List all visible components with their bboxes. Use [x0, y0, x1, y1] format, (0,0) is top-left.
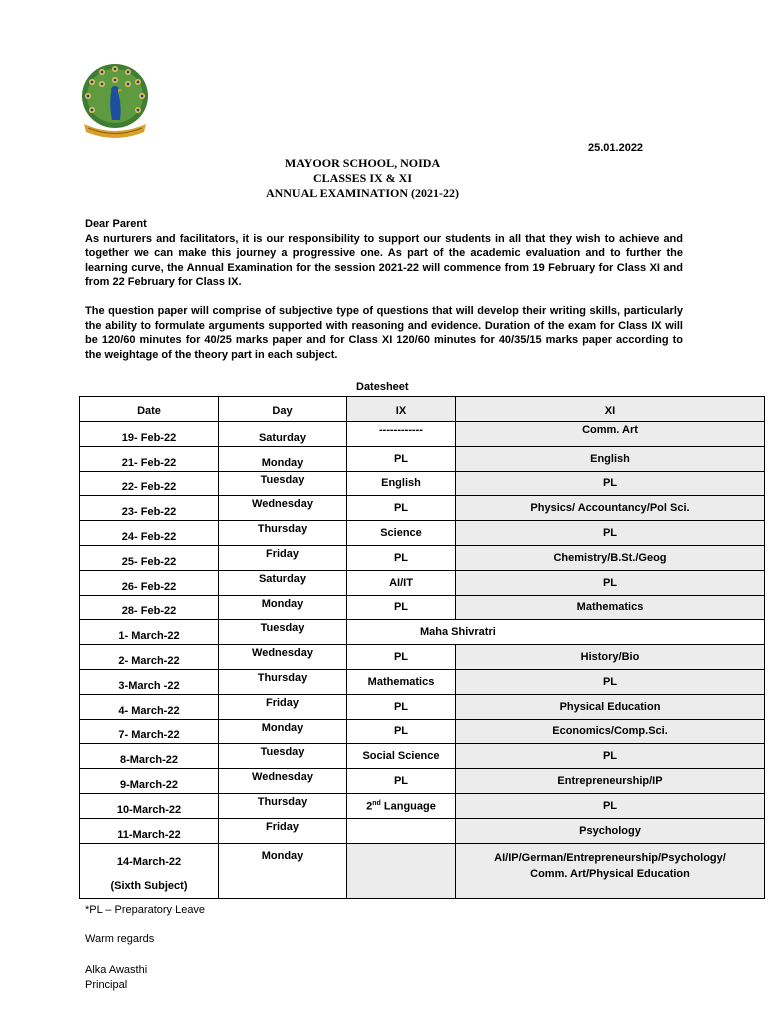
- cell-date: 11-March-22: [80, 818, 219, 843]
- letter-body: [85, 217, 683, 362]
- cell-day: Saturday: [219, 422, 347, 447]
- table-row: [80, 744, 765, 769]
- cell-date: 3-March -22: [80, 669, 219, 694]
- cell-xi: PL: [456, 744, 765, 769]
- table-header-row: [80, 397, 765, 422]
- table-row: [80, 769, 765, 794]
- cell-xi: PL: [456, 570, 765, 595]
- cell-day: Monday: [219, 719, 347, 744]
- cell-ix: [347, 818, 456, 843]
- cell-date: 26- Feb-22: [80, 570, 219, 595]
- cell-date: 19- Feb-22: [80, 422, 219, 447]
- signature-block: [85, 963, 147, 992]
- cell-day: Wednesday: [219, 645, 347, 670]
- cell-date: 9-March-22: [80, 769, 219, 794]
- cell-day: Friday: [219, 694, 347, 719]
- date-note: (Sixth Subject): [110, 879, 188, 892]
- cell-ix: PL: [347, 446, 456, 471]
- table-row: [80, 645, 765, 670]
- header-xi: XI: [456, 397, 765, 422]
- datesheet-table: [79, 396, 765, 899]
- exam-title: ANNUAL EXAMINATION (2021-22): [265, 186, 460, 200]
- cell-xi: English: [456, 446, 765, 471]
- date-text: 14-March-22: [116, 855, 182, 868]
- cell-ix: [347, 843, 456, 898]
- cell-day: Tuesday: [219, 471, 347, 496]
- table-row: [80, 545, 765, 570]
- cell-xi: PL: [456, 793, 765, 818]
- datesheet-caption: Datesheet: [356, 381, 409, 393]
- cell-ix: [347, 793, 456, 818]
- ordinal-suffix: nd: [372, 799, 381, 807]
- cell-date: [80, 843, 219, 898]
- table-row: [80, 521, 765, 546]
- cell-ix: ------------: [347, 422, 456, 447]
- cell-date: 8-March-22: [80, 744, 219, 769]
- cell-ix: PL: [347, 769, 456, 794]
- cell-ix: English: [347, 471, 456, 496]
- cell-date: 1- March-22: [80, 620, 219, 645]
- header-ix: IX: [347, 397, 456, 422]
- cell-ix: PL: [347, 719, 456, 744]
- table-row: [80, 422, 765, 447]
- ordinal-number: 2: [366, 800, 373, 813]
- principal-title: Principal: [85, 978, 128, 991]
- letter-date: 25.01.2022: [588, 142, 644, 154]
- cell-ix: AI/IT: [347, 570, 456, 595]
- cell-xi: Physical Education: [456, 694, 765, 719]
- peacock-icon: [78, 62, 152, 142]
- closing: Warm regards: [85, 933, 155, 945]
- cell-xi: History/Bio: [456, 645, 765, 670]
- cell-day: Saturday: [219, 570, 347, 595]
- cell-ix: Science: [347, 521, 456, 546]
- cell-day: Friday: [219, 545, 347, 570]
- cell-xi: Chemistry/B.St./Geog: [456, 545, 765, 570]
- cell-ix: PL: [347, 645, 456, 670]
- cell-day: Thursday: [219, 521, 347, 546]
- cell-xi: PL: [456, 669, 765, 694]
- classes-line: CLASSES IX & XI: [312, 171, 413, 185]
- cell-ix: PL: [347, 595, 456, 620]
- cell-day: Wednesday: [219, 496, 347, 521]
- table-row: [80, 669, 765, 694]
- table-row: [80, 793, 765, 818]
- table-row: [80, 620, 765, 645]
- cell-day: Monday: [219, 843, 347, 898]
- cell-day: Monday: [219, 446, 347, 471]
- table-row: [80, 694, 765, 719]
- cell-ix: PL: [347, 496, 456, 521]
- cell-day: Friday: [219, 818, 347, 843]
- table-row: [80, 719, 765, 744]
- cell-xi: [456, 843, 765, 898]
- paragraph-intro: As nurturers and facilitators, it is our responsibility to support our students in all that they wish to achieve and together we can make this journey a progressive one. As part of the academic evaluation and to further the learning curve, the Annual Examination for the session 2021-22 will commence from 19 February for Class XI and from 22 February for Class IX.: [85, 232, 683, 289]
- cell-xi: Entrepreneurship/IP: [456, 769, 765, 794]
- cell-ix: PL: [347, 694, 456, 719]
- cell-xi: Physics/ Accountancy/Pol Sci.: [456, 496, 765, 521]
- cell-date: 24- Feb-22: [80, 521, 219, 546]
- cell-xi: PL: [456, 471, 765, 496]
- table-row: [80, 446, 765, 471]
- cell-day: Thursday: [219, 793, 347, 818]
- cell-day: Thursday: [219, 669, 347, 694]
- cell-day: Monday: [219, 595, 347, 620]
- xi-line-2: Comm. Art/Physical Education: [530, 867, 690, 880]
- table-row: [80, 595, 765, 620]
- school-logo: [78, 62, 152, 142]
- cell-day: Tuesday: [219, 744, 347, 769]
- cell-date: 4- March-22: [80, 694, 219, 719]
- cell-date: 21- Feb-22: [80, 446, 219, 471]
- table-row: [80, 496, 765, 521]
- table-row: [80, 818, 765, 843]
- cell-date: 22- Feb-22: [80, 471, 219, 496]
- principal-name: Alka Awasthi: [85, 964, 148, 976]
- letter-heading: [200, 156, 525, 201]
- cell-date: 2- March-22: [80, 645, 219, 670]
- cell-ix: Mathematics: [347, 669, 456, 694]
- header-day: Day: [219, 397, 347, 422]
- xi-line-1: AI/IP/German/Entrepreneurship/Psychology/: [494, 851, 726, 864]
- cell-date: 10-March-22: [80, 793, 219, 818]
- paragraph-paper-details: The question paper will comprise of subjective type of questions that will develop their writing skills, particularly the ability to formulate arguments supported with reasoning and evidence. Duration of the exam for Class IX will be 120/60 minutes for 40/25 marks paper and for Class XI 120/60 minutes for 40/35/15 marks paper according to the weightage of the theory part in each subject.: [85, 304, 683, 361]
- cell-date: 7- March-22: [80, 719, 219, 744]
- cell-xi: Economics/Comp.Sci.: [456, 719, 765, 744]
- cell-xi: Psychology: [456, 818, 765, 843]
- cell-ix: PL: [347, 545, 456, 570]
- cell-xi: Mathematics: [456, 595, 765, 620]
- cell-ix: Social Science: [347, 744, 456, 769]
- language-label: Language: [380, 800, 436, 813]
- salutation: Dear Parent: [85, 218, 147, 230]
- cell-holiday: Maha Shivratri: [347, 620, 765, 645]
- school-name: MAYOOR SCHOOL, NOIDA: [284, 156, 441, 170]
- cell-date: 28- Feb-22: [80, 595, 219, 620]
- cell-date: 23- Feb-22: [80, 496, 219, 521]
- table-row: [80, 471, 765, 496]
- cell-xi: PL: [456, 521, 765, 546]
- cell-xi: Comm. Art: [456, 422, 765, 447]
- cell-day: Wednesday: [219, 769, 347, 794]
- cell-day: Tuesday: [219, 620, 347, 645]
- pl-footnote: *PL – Preparatory Leave: [85, 904, 206, 916]
- table-row: [80, 570, 765, 595]
- table-row: [80, 843, 765, 898]
- cell-date: 25- Feb-22: [80, 545, 219, 570]
- header-date: Date: [80, 397, 219, 422]
